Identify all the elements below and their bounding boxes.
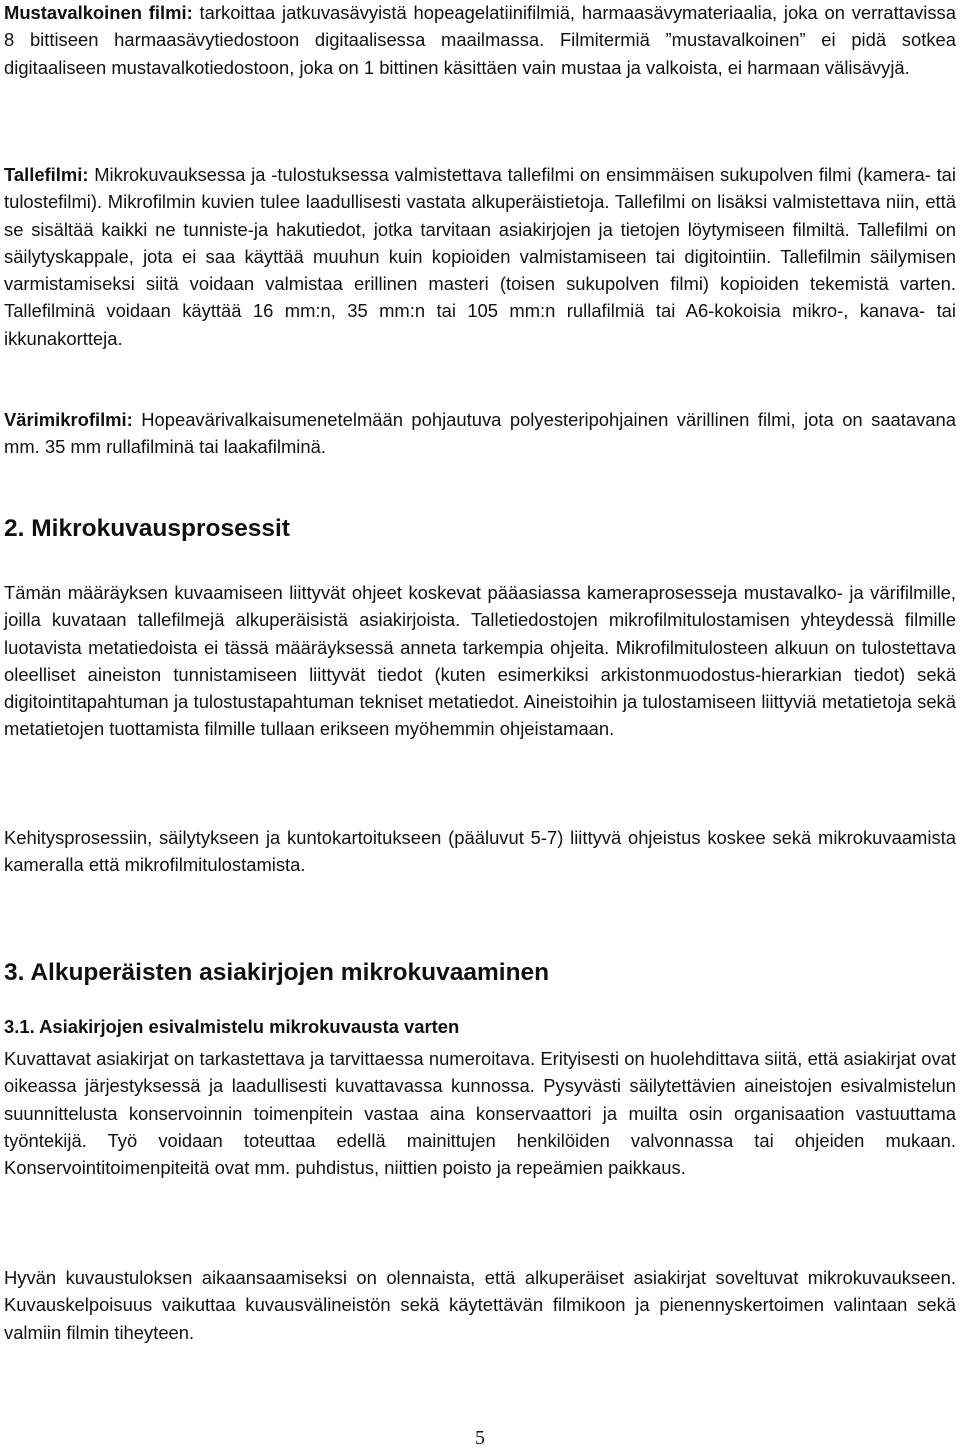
section-3-1-paragraph-1: Kuvattavat asiakirjat on tarkastettava ja tarvittaessa numeroitava. Erityisesti on huolehdittava siitä, että asiakirjat ovat oikeassa järjestyksessä ja laadullisesti kuvattavassa kunnossa. Pysyvästi säilytettävien aineistojen esivalmistelun suunnittelusta konservoinnin toimenpitein vastaa aina konservaattori ja muilta osin organisaation vastuuttama työntekijä. Työ voidaan toteuttaa edellä mainittujen henkilöiden valvonnassa tai ohjeiden mukaan. Konservointitoimenpiteitä ovat mm. puhdistus, niittien poisto ja repeämien paikkaus. — [4, 1048, 956, 1179]
paragraph-mustavalkoinen-filmi — [4, 0, 956, 81]
term-tallefilmi: Tallefilmi: — [4, 164, 89, 185]
definition-varimikrofilmi: Hopeavärivalkaisumenetelmään pohjautuva polyesteripohjainen värillinen filmi, jota on saatavana mm. 35 mm rullafilminä tai laakafilminä. — [4, 409, 956, 458]
section-3-1-heading: 3.1. Asiakirjojen esivalmistelu mikrokuvausta varten — [4, 1016, 460, 1037]
section-3-1-paragraph-2: Hyvän kuvaustuloksen aikaansaamiseksi on olennaista, että alkuperäiset asiakirjat soveltuvat mikrokuvaukseen. Kuvauskelpoisuus vaikuttaa kuvausvälineistön sekä käytettävän filmikoon ja pienennyskertoimen valintaan sekä valmiin filmin tiheyteen. — [4, 1267, 956, 1343]
term-mustavalkoinen-filmi: Mustavalkoinen filmi: — [4, 2, 193, 23]
paragraph-varimikrofilmi — [4, 406, 956, 461]
term-varimikrofilmi: Värimikrofilmi: — [4, 409, 133, 430]
page-number: 5 — [475, 1427, 485, 1449]
section-3-heading: 3. Alkuperäisten asiakirjojen mikrokuvaaminen — [4, 959, 550, 986]
definition-mustavalkoinen-filmi: tarkoittaa jatkuvasävyistä hopeagelatiinifilmiä, harmaasävymateriaalia, joka on verrattavissa 8 bittiseen harmaasävytiedostoon digitaalisessa maailmassa. Filmitermiä ”mustavalkoinen” ei pidä sotkea digitaaliseen mustavalkotiedostoon, joka on 1 bittinen käsittäen vain mustaa ja valkoista, ei harmaan välisävyjä. — [4, 2, 956, 78]
section-2-paragraph-2: Kehitysprosessiin, säilytykseen ja kuntokartoitukseen (pääluvut 5-7) liittyvä ohjeistus koskee sekä mikrokuvaamista kameralla että mikrofilmitulostamista. — [4, 827, 956, 876]
section-2-paragraph-1: Tämän määräyksen kuvaamiseen liittyvät ohjeet koskevat pääasiassa kameraprosesseja mustavalko- ja värifilmille, joilla kuvataan tallefilmejä alkuperäisistä asiakirjoista. Talletiedostojen mikrofilmitulostamisen yhteydessä filmille luotavista metatiedoista ei tässä määräyksessä anneta tarkempia ohjeita. Mikrofilmitulosteen alkuun on tulostettava oleelliset aineiston tunnistamiseen liittyvät tiedot (kuten esimerkiksi arkistonmuodostus-hierarkian tiedot) sekä digitointitapahtuman ja tulostustapahtuman tekniset metatiedot. Aineistoihin ja tulostamiseen liittyviä metatietoja sekä metatietojen tuottamista filmille tullaan erikseen myöhemmin ohjeistamaan. — [4, 582, 956, 740]
definition-tallefilmi: Mikrokuvauksessa ja -tulostuksessa valmistettava tallefilmi on ensimmäisen sukupolven filmi (kamera- tai tulostefilmi). Mikrofilmin kuvien tulee laadullisesti vastata alkuperäistietoja. Tallefilmi on lisäksi valmistettava niin, että se sisältää kaikki ne tunniste-ja hakutiedot, jotka tarvitaan asiakirjojen ja tietojen löytymiseen filmiltä. Tallefilmi on säilytyskappale, jota ei saa käyttää muuhun kuin kopioiden valmistamiseen tai digitointiin. Tallefilmin säilymisen varmistamiseksi siitä voidaan valmistaa erillinen masteri (toisen sukupolven filmi) kopioiden tekemistä varten. Tallefilminä voidaan käyttää 16 mm:n, 35 mm:n tai 105 mm:n rullafilmiä tai A6-kokoisia mikro-, kanava- tai ikkunakortteja. — [4, 164, 956, 349]
paragraph-tallefilmi — [4, 161, 956, 352]
section-2-heading: 2. Mikrokuvausprosessit — [4, 515, 290, 542]
